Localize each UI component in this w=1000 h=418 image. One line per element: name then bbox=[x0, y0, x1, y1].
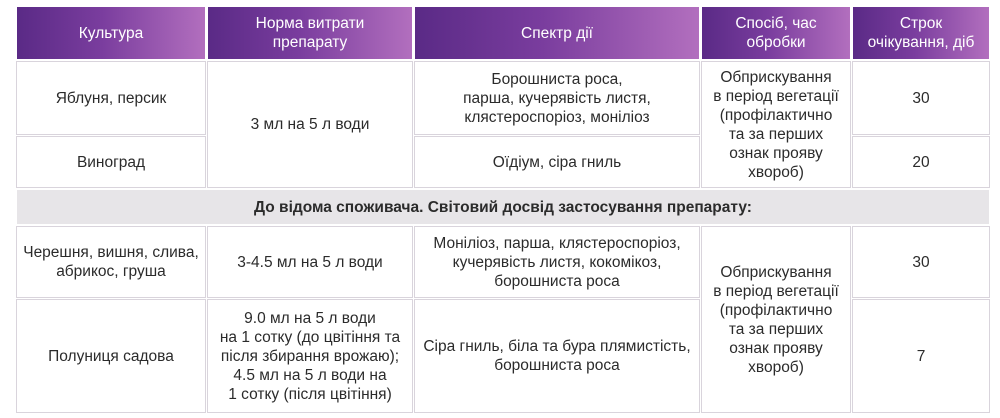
cell-rate: 3-4.5 мл на 5 л води bbox=[208, 227, 412, 297]
cell-rate: 3 мл на 5 л води bbox=[208, 62, 412, 187]
cell-wait-days: 30 bbox=[853, 227, 989, 297]
cell-spectrum: Моніліоз, парша, клястероспоріоз, кучерявість листя, кокомікоз, борошниста роса bbox=[415, 227, 699, 297]
table-header bbox=[17, 7, 989, 59]
header-crop: Культура bbox=[17, 7, 205, 59]
cell-crop: Виноград bbox=[17, 137, 205, 187]
cell-spectrum: Сіра гниль, біла та бура плямистість, борошниста роса bbox=[415, 300, 699, 412]
table-row bbox=[17, 227, 989, 297]
header-row bbox=[17, 7, 989, 59]
cell-rate: 9.0 мл на 5 л води на 1 сотку (до цвітіння та після збирання врожаю); 4.5 мл на 5 л води на 1 сотку (після цвітіння) bbox=[208, 300, 412, 412]
cell-wait-days: 30 bbox=[853, 62, 989, 134]
header-wait-days: Строк очікування, діб bbox=[853, 7, 989, 59]
cell-spectrum: Борошниста роса, парша, кучерявість листя, клястероспоріоз, моніліоз bbox=[415, 62, 699, 134]
cell-method: Обприскування в період вегетації (профілактично та за перших ознак прояву хвороб) bbox=[702, 227, 850, 412]
cell-spectrum: Оїдіум, сіра гниль bbox=[415, 137, 699, 187]
notice-row bbox=[17, 190, 989, 224]
table-body bbox=[17, 62, 989, 412]
cell-crop: Черешня, вишня, слива, абрикос, груша bbox=[17, 227, 205, 297]
cell-wait-days: 20 bbox=[853, 137, 989, 187]
cell-method: Обприскування в період вегетації (профілактично та за перших ознак прояву хвороб) bbox=[702, 62, 850, 187]
cell-crop: Яблуня, персик bbox=[17, 62, 205, 134]
table-row bbox=[17, 62, 989, 134]
consumer-notice: До відома споживача. Світовий досвід застосування препарату: bbox=[17, 190, 989, 224]
header-spectrum: Спектр дії bbox=[415, 7, 699, 59]
cell-wait-days: 7 bbox=[853, 300, 989, 412]
header-rate: Норма витрати препарату bbox=[208, 7, 412, 59]
cell-crop: Полуниця садова bbox=[17, 300, 205, 412]
header-method: Спосіб, час обробки bbox=[702, 7, 850, 59]
product-usage-table bbox=[14, 4, 992, 415]
